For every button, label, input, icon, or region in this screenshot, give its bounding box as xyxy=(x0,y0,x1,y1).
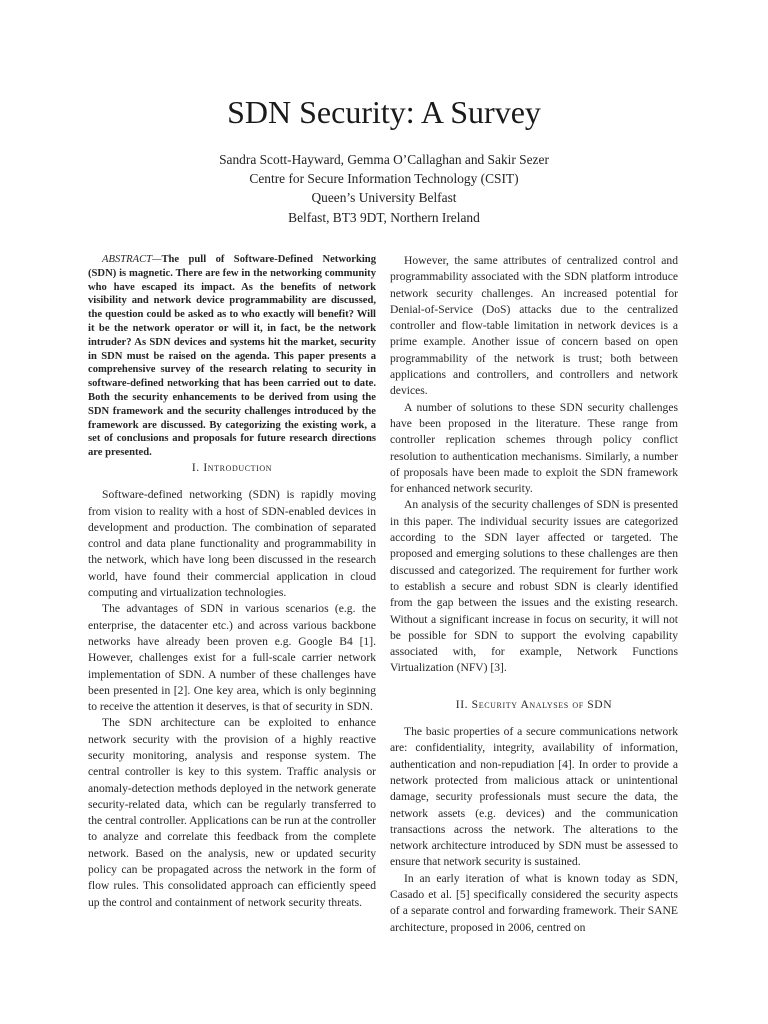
author-block xyxy=(0,150,768,227)
section-paragraph: In an early iteration of what is known today as SDN, Casado et al. [5] specifically considered the security aspects of a separate control and forwarding framework. Their SANE architecture, proposed in 2006, centred on xyxy=(390,871,678,934)
section-title: Introduction xyxy=(203,460,273,474)
section-gap xyxy=(390,677,678,697)
paper-title: SDN Security: A Survey xyxy=(227,94,541,130)
intro-paragraph: The SDN architecture can be exploited to enhance network security with the provision of a highly reactive security monitoring, analysis and response system. The central controller is key to this system. Traffic analysis or anomaly-detection methods deployed in the network generate security-related data, which can be regularly transferred to the central controller. Applications can be run at the controller to analyze and correlate this feedback from the complete network. Based on the analysis, new or updated security policy can be propagated across the network in the form of flow rules. This consolidated approach can efficiently speed up the control and containment of network security threats. xyxy=(88,716,376,909)
intro-paragraph: A number of solutions to these SDN security challenges have been proposed in the literature. These range from controller replication schemes through policy conflict resolution to authentication mechanisms. Similarly, a number of proposals have been made to exploit the SDN framework for enhanced network security. xyxy=(390,400,678,496)
abstract-lead: ABSTRACT— xyxy=(102,254,162,265)
abstract xyxy=(88,253,376,460)
author-names: Sandra Scott-Hayward, Gemma O’Callaghan and Sakir Sezer xyxy=(219,152,549,167)
section-numeral: I. xyxy=(191,460,200,474)
section-heading-introduction xyxy=(88,460,376,476)
right-column xyxy=(390,253,678,936)
intro-paragraph: Software-defined networking (SDN) is rapidly moving from vision to reality with a host of SDN-enabled devices in development and production. The combination of separated control and data plane functionality and programmability in the network, which have long been discussed in the research world, have found their commercial application in cloud computing and virtualization technologies. xyxy=(88,488,376,600)
section-title: Security Analyses of SDN xyxy=(471,697,613,711)
author-affiliation: Centre for Secure Information Technology (CSIT) xyxy=(249,171,519,187)
intro-paragraph: The advantages of SDN in various scenarios (e.g. the enterprise, the datacenter etc.) and across various backbone networks have already been proven e.g. Google B4 [1]. However, challenges exist for a full-scale carrier network implementation of SDN. A number of these challenges have been presented in [2]. One key area, which is only beginning to receive the attention it deserves, is that of security in SDN. xyxy=(88,602,376,714)
section-heading-security-analyses xyxy=(390,697,678,713)
section-paragraph: The basic properties of a secure communications network are: confidentiality, integrity, availability of information, authentication and non-repudiation [4]. In order to provide a network protected from malicious attack or unintentional damage, security professionals must secure the data, the network assets (e.g. devices) and the communication transactions across the network. The alterations to the network architecture introduced by SDN must be assessed to ensure that network security is sustained. xyxy=(390,725,678,869)
intro-paragraph: However, the same attributes of centralized control and programmability associated with the SDN platform introduce network security challenges. An increased potential for Denial-of-Service (DoS) attacks due to the centralized controller and flow-table limitation in network devices is a prime example. Another issue of concern based on open programmability of the network is trust; both between applications and controllers, and controllers and network devices. xyxy=(390,254,678,398)
left-column xyxy=(88,253,376,911)
abstract-text: The pull of Software-Defined Networking (SDN) is magnetic. There are few in the networking community who have escaped its impact. As the benefits of network visibility and network device programmability are discussed, the question could be asked as to who exactly will benefit? Will it be the network operator or will it, in fact, be the network intruder? As SDN devices and systems hit the market, security in SDN must be raised on the agenda. This paper presents a comprehensive survey of the research relating to security in software-defined networking that has been carried out to date. Both the security enhancements to be derived from using the SDN framework and the security challenges introduced by the framework are discussed. By categorizing the existing work, a set of conclusions and proposals for future research directions are presented. xyxy=(88,254,376,459)
author-address: Belfast, BT3 9DT, Northern Ireland xyxy=(288,209,480,225)
intro-paragraph: An analysis of the security challenges of SDN is presented in this paper. The individual security issues are categorized according to the SDN layer affected or targeted. The proposed and emerging solutions to these challenges are then discussed and categorized. The requirement for further work to establish a secure and robust SDN is clearly identified from the gap between the issues and the existing research. Without a significant increase in focus on security, it will not be possible for SDN to support the evolving capability associated with, for example, Network Functions Virtualization (NFV) [3]. xyxy=(390,498,678,675)
section-numeral: II. xyxy=(455,697,469,711)
author-university: Queen’s University Belfast xyxy=(311,190,457,206)
